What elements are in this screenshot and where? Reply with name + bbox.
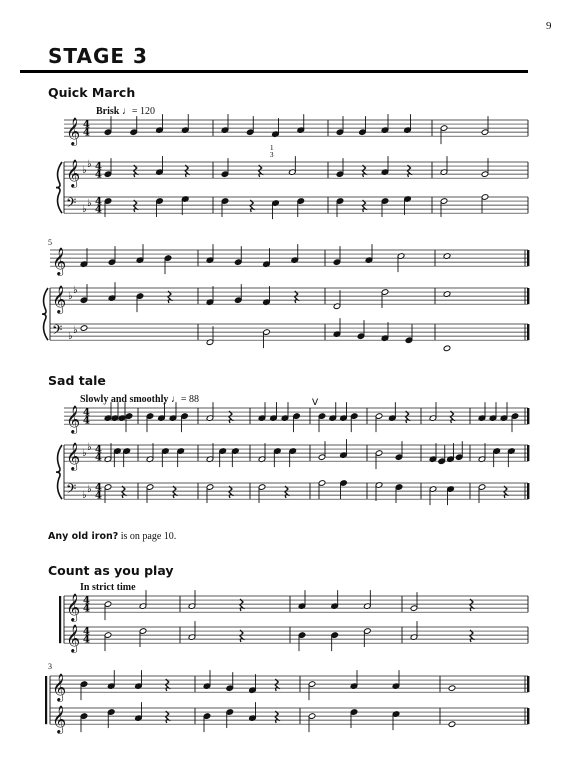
final-barline bbox=[527, 408, 529, 424]
final-barline bbox=[527, 288, 529, 304]
treble-clef-icon: 𝄞 bbox=[52, 705, 67, 734]
piece-title-quick-march: Quick March bbox=[48, 85, 136, 100]
brace-icon bbox=[56, 162, 62, 213]
time-signature-top: 4 bbox=[95, 196, 102, 208]
metronome-value: = 88 bbox=[180, 394, 199, 405]
quarter-rest bbox=[173, 486, 176, 498]
fingering-number: 1 bbox=[270, 144, 274, 152]
cross-reference-text: is on page 10. bbox=[120, 531, 177, 542]
time-signature-top: 4 bbox=[95, 444, 102, 456]
bracket-icon bbox=[45, 676, 47, 724]
cross-reference-title: Any old iron? bbox=[48, 531, 119, 542]
quarter-rest bbox=[275, 711, 278, 723]
flat-icon: ♭ bbox=[68, 291, 73, 303]
quarter-rest bbox=[451, 411, 454, 423]
quarter-rest bbox=[166, 679, 169, 691]
bass-clef-icon: 𝄢 bbox=[52, 322, 63, 342]
final-barline bbox=[527, 676, 529, 692]
note-head bbox=[448, 721, 456, 728]
time-signature-bottom: 4 bbox=[95, 452, 102, 464]
quarter-rest bbox=[240, 599, 243, 611]
fingering-number: 3 bbox=[270, 151, 274, 159]
brace-icon bbox=[56, 445, 62, 499]
quarter-rest bbox=[168, 291, 171, 303]
time-signature-bottom: 4 bbox=[95, 169, 102, 181]
quarter-rest bbox=[229, 411, 232, 423]
treble-clef-icon: 𝄞 bbox=[66, 405, 81, 434]
flat-icon: ♭ bbox=[82, 165, 87, 177]
treble-clef-icon: 𝄞 bbox=[66, 593, 81, 622]
bass-clef-icon: 𝄢 bbox=[66, 195, 77, 215]
quarter-rest bbox=[363, 200, 366, 212]
tempo-marking-strict: In strict time bbox=[80, 582, 136, 593]
quarter-rest bbox=[285, 486, 288, 498]
quarter-rest bbox=[470, 630, 473, 642]
quarter-rest bbox=[122, 486, 125, 498]
quarter-rest bbox=[134, 200, 137, 212]
final-barline bbox=[527, 445, 529, 461]
time-signature-bottom: 4 bbox=[95, 204, 102, 216]
breath-mark-icon: V bbox=[312, 398, 319, 408]
piece-title-count-as-you-play: Count as you play bbox=[48, 563, 174, 578]
quarter-rest bbox=[229, 486, 232, 498]
time-signature-bottom: 4 bbox=[83, 415, 90, 427]
final-barline bbox=[527, 324, 529, 340]
flat-icon: ♭ bbox=[73, 285, 78, 297]
piece-title-sad-tale: Sad tale bbox=[48, 373, 106, 388]
note-head bbox=[443, 345, 451, 352]
flat-icon: ♭ bbox=[87, 198, 92, 210]
quarter-rest bbox=[504, 486, 507, 498]
quarter-rest bbox=[406, 411, 409, 423]
treble-clef-icon: 𝄞 bbox=[52, 673, 67, 702]
measure-number-3: 3 bbox=[48, 662, 52, 671]
flat-icon: ♭ bbox=[87, 484, 92, 496]
time-signature-bottom: 4 bbox=[83, 127, 90, 139]
note-head bbox=[448, 685, 456, 692]
time-signature-top: 4 bbox=[95, 161, 102, 173]
quarter-rest bbox=[134, 165, 137, 177]
note-head bbox=[80, 325, 88, 332]
quarter-rest bbox=[166, 711, 169, 723]
flat-icon: ♭ bbox=[73, 325, 78, 337]
treble-clef-icon: 𝄞 bbox=[52, 285, 67, 314]
flat-icon: ♭ bbox=[82, 448, 87, 460]
time-signature-bottom: 4 bbox=[83, 634, 90, 646]
treble-clef-icon: 𝄞 bbox=[52, 247, 67, 276]
stage-title: STAGE 3 bbox=[48, 44, 148, 68]
quarter-rest bbox=[470, 599, 473, 611]
time-signature-bottom: 4 bbox=[83, 603, 90, 615]
treble-clef-icon: 𝄞 bbox=[66, 159, 81, 188]
quarter-note-icon: ♩ bbox=[170, 394, 181, 405]
flat-icon: ♭ bbox=[82, 490, 87, 502]
quarter-rest bbox=[240, 630, 243, 642]
quarter-rest bbox=[185, 165, 188, 177]
final-barline bbox=[527, 483, 529, 499]
metronome-value: = 120 bbox=[131, 106, 155, 117]
flat-icon: ♭ bbox=[82, 204, 87, 216]
treble-clef-icon: 𝄞 bbox=[66, 624, 81, 653]
bracket-icon bbox=[59, 596, 61, 643]
tempo-text: Slowly and smoothly bbox=[80, 394, 169, 405]
time-signature-top: 4 bbox=[95, 482, 102, 494]
final-barline bbox=[527, 250, 529, 266]
quarter-rest bbox=[275, 679, 278, 691]
quarter-note-icon: ♩ bbox=[121, 106, 132, 117]
quarter-rest bbox=[259, 165, 262, 177]
tempo-text: Brisk bbox=[96, 106, 120, 117]
time-signature-top: 4 bbox=[83, 595, 90, 607]
page-number: 9 bbox=[546, 20, 552, 32]
final-barline bbox=[527, 708, 529, 724]
flat-icon: ♭ bbox=[87, 442, 92, 454]
time-signature-top: 4 bbox=[83, 626, 90, 638]
brace-icon bbox=[42, 288, 48, 340]
time-signature-bottom: 4 bbox=[95, 490, 102, 502]
quarter-rest bbox=[408, 165, 411, 177]
time-signature-top: 4 bbox=[83, 119, 90, 131]
flat-icon: ♭ bbox=[87, 159, 92, 171]
quarter-rest bbox=[250, 200, 253, 212]
measure-number-5: 5 bbox=[48, 238, 52, 247]
quarter-rest bbox=[295, 291, 298, 303]
bass-clef-icon: 𝄢 bbox=[66, 481, 77, 501]
treble-clef-icon: 𝄞 bbox=[66, 442, 81, 471]
treble-clef-icon: 𝄞 bbox=[66, 117, 81, 146]
flat-icon: ♭ bbox=[68, 331, 73, 343]
quarter-rest bbox=[363, 165, 366, 177]
time-signature-top: 4 bbox=[83, 407, 90, 419]
